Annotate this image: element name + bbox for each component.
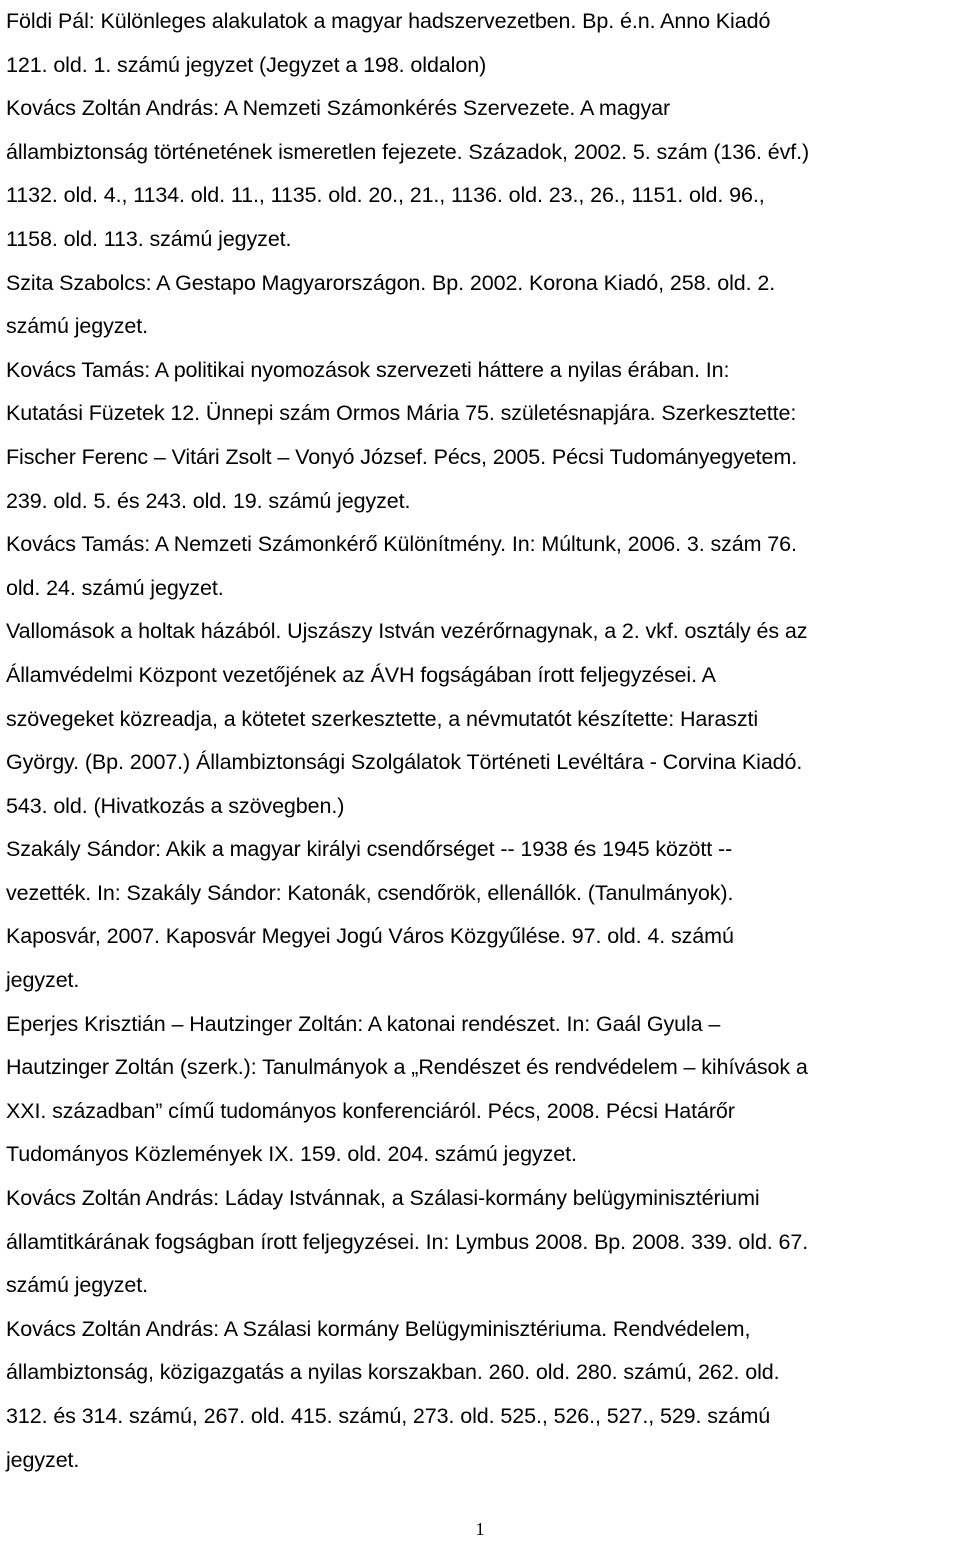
reference-line: államtitkárának fogságban írott feljegyzései. In: Lymbus 2008. Bp. 2008. 339. old. 67. — [6, 1229, 809, 1254]
reference-line: állambiztonság, közigazgatás a nyilas korszakban. 260. old. 280. számú, 262. old. — [6, 1360, 780, 1385]
reference-line: Kovács Zoltán András: A Nemzeti Számonkérés Szervezete. A magyar — [6, 96, 671, 121]
reference-line: old. 24. számú jegyzet. — [6, 575, 224, 600]
reference-line: Földi Pál: Különleges alakulatok a magyar hadszervezetben. Bp. é.n. Anno Kiadó — [6, 9, 771, 33]
page-number: 1 — [475, 1519, 485, 1539]
reference-line: 1158. old. 113. számú jegyzet. — [6, 226, 292, 251]
reference-line: Kovács Zoltán András: A Szálasi kormány Belügyminisztériuma. Rendvédelem, — [6, 1316, 751, 1341]
reference-line: György. (Bp. 2007.) Állambiztonsági Szolgálatok Történeti Levéltára - Corvina Kiadó. — [6, 750, 803, 775]
reference-line: Szita Szabolcs: A Gestapo Magyarországon. Bp. 2002. Korona Kiadó, 258. old. 2. — [6, 270, 776, 295]
reference-line: Kovács Tamás: A politikai nyomozások szervezeti háttere a nyilas érában. In: — [6, 357, 730, 382]
reference-line: XXI. században” című tudományos konferenciáról. Pécs, 2008. Pécsi Határőr — [6, 1098, 735, 1123]
reference-line: Szakály Sándor: Akik a magyar királyi csendőrséget -- 1938 és 1945 között -- — [6, 837, 733, 862]
reference-line: állambiztonság történetének ismeretlen fejezete. Századok, 2002. 5. szám (136. évf.) — [6, 139, 810, 164]
reference-line: számú jegyzet. — [6, 1273, 148, 1298]
reference-line: Kutatási Füzetek 12. Ünnepi szám Ormos Mária 75. születésnapjára. Szerkesztette: — [6, 401, 797, 426]
reference-line: szövegeket közreadja, a kötetet szerkesztette, a névmutatót készítette: Haraszti — [6, 706, 759, 731]
reference-line: Fischer Ferenc – Vitári Zsolt – Vonyó József. Pécs, 2005. Pécsi Tudományegyetem. — [6, 444, 798, 469]
reference-line: 239. old. 5. és 243. old. 19. számú jegyzet. — [6, 488, 411, 513]
reference-line: 312. és 314. számú, 267. old. 415. számú, 273. old. 525., 526., 527., 529. számú — [6, 1404, 771, 1428]
reference-line: 1132. old. 4., 1134. old. 11., 1135. old. 20., 21., 1136. old. 23., 26., 1151. old. 96., — [6, 183, 765, 208]
reference-line: Vallomások a holtak házából. Ujszászy István vezérőrnagynak, a 2. vkf. osztály és az — [6, 619, 808, 644]
reference-line: 543. old. (Hivatkozás a szövegben.) — [6, 793, 345, 818]
reference-line: Kovács Zoltán András: Láday Istvánnak, a Szálasi-kormány belügyminisztériumi — [6, 1186, 760, 1211]
reference-line: jegyzet. — [6, 1447, 80, 1472]
reference-line: 121. old. 1. számú jegyzet (Jegyzet a 198. oldalon) — [6, 52, 487, 77]
reference-line: Államvédelmi Központ vezetőjének az ÁVH fogságában írott feljegyzései. A — [6, 662, 716, 687]
reference-line: Hautzinger Zoltán (szerk.): Tanulmányok a „Rendészet és rendvédelem – kihívások a — [6, 1055, 808, 1080]
reference-line: Kaposvár, 2007. Kaposvár Megyei Jogú Város Közgyűlése. 97. old. 4. számú — [6, 924, 734, 949]
reference-line: Kovács Tamás: A Nemzeti Számonkérő Különítmény. In: Múltunk, 2006. 3. szám 76. — [6, 532, 797, 557]
reference-line: számú jegyzet. — [6, 314, 148, 339]
reference-list — [6, 0, 958, 1482]
reference-line: Tudományos Közlemények IX. 159. old. 204. számú jegyzet. — [6, 1142, 577, 1167]
reference-line: jegyzet. — [6, 968, 80, 993]
reference-line: Eperjes Krisztián – Hautzinger Zoltán: A katonai rendészet. In: Gaál Gyula – — [6, 1011, 721, 1036]
reference-line: vezették. In: Szakály Sándor: Katonák, csendőrök, ellenállók. (Tanulmányok). — [6, 880, 734, 905]
